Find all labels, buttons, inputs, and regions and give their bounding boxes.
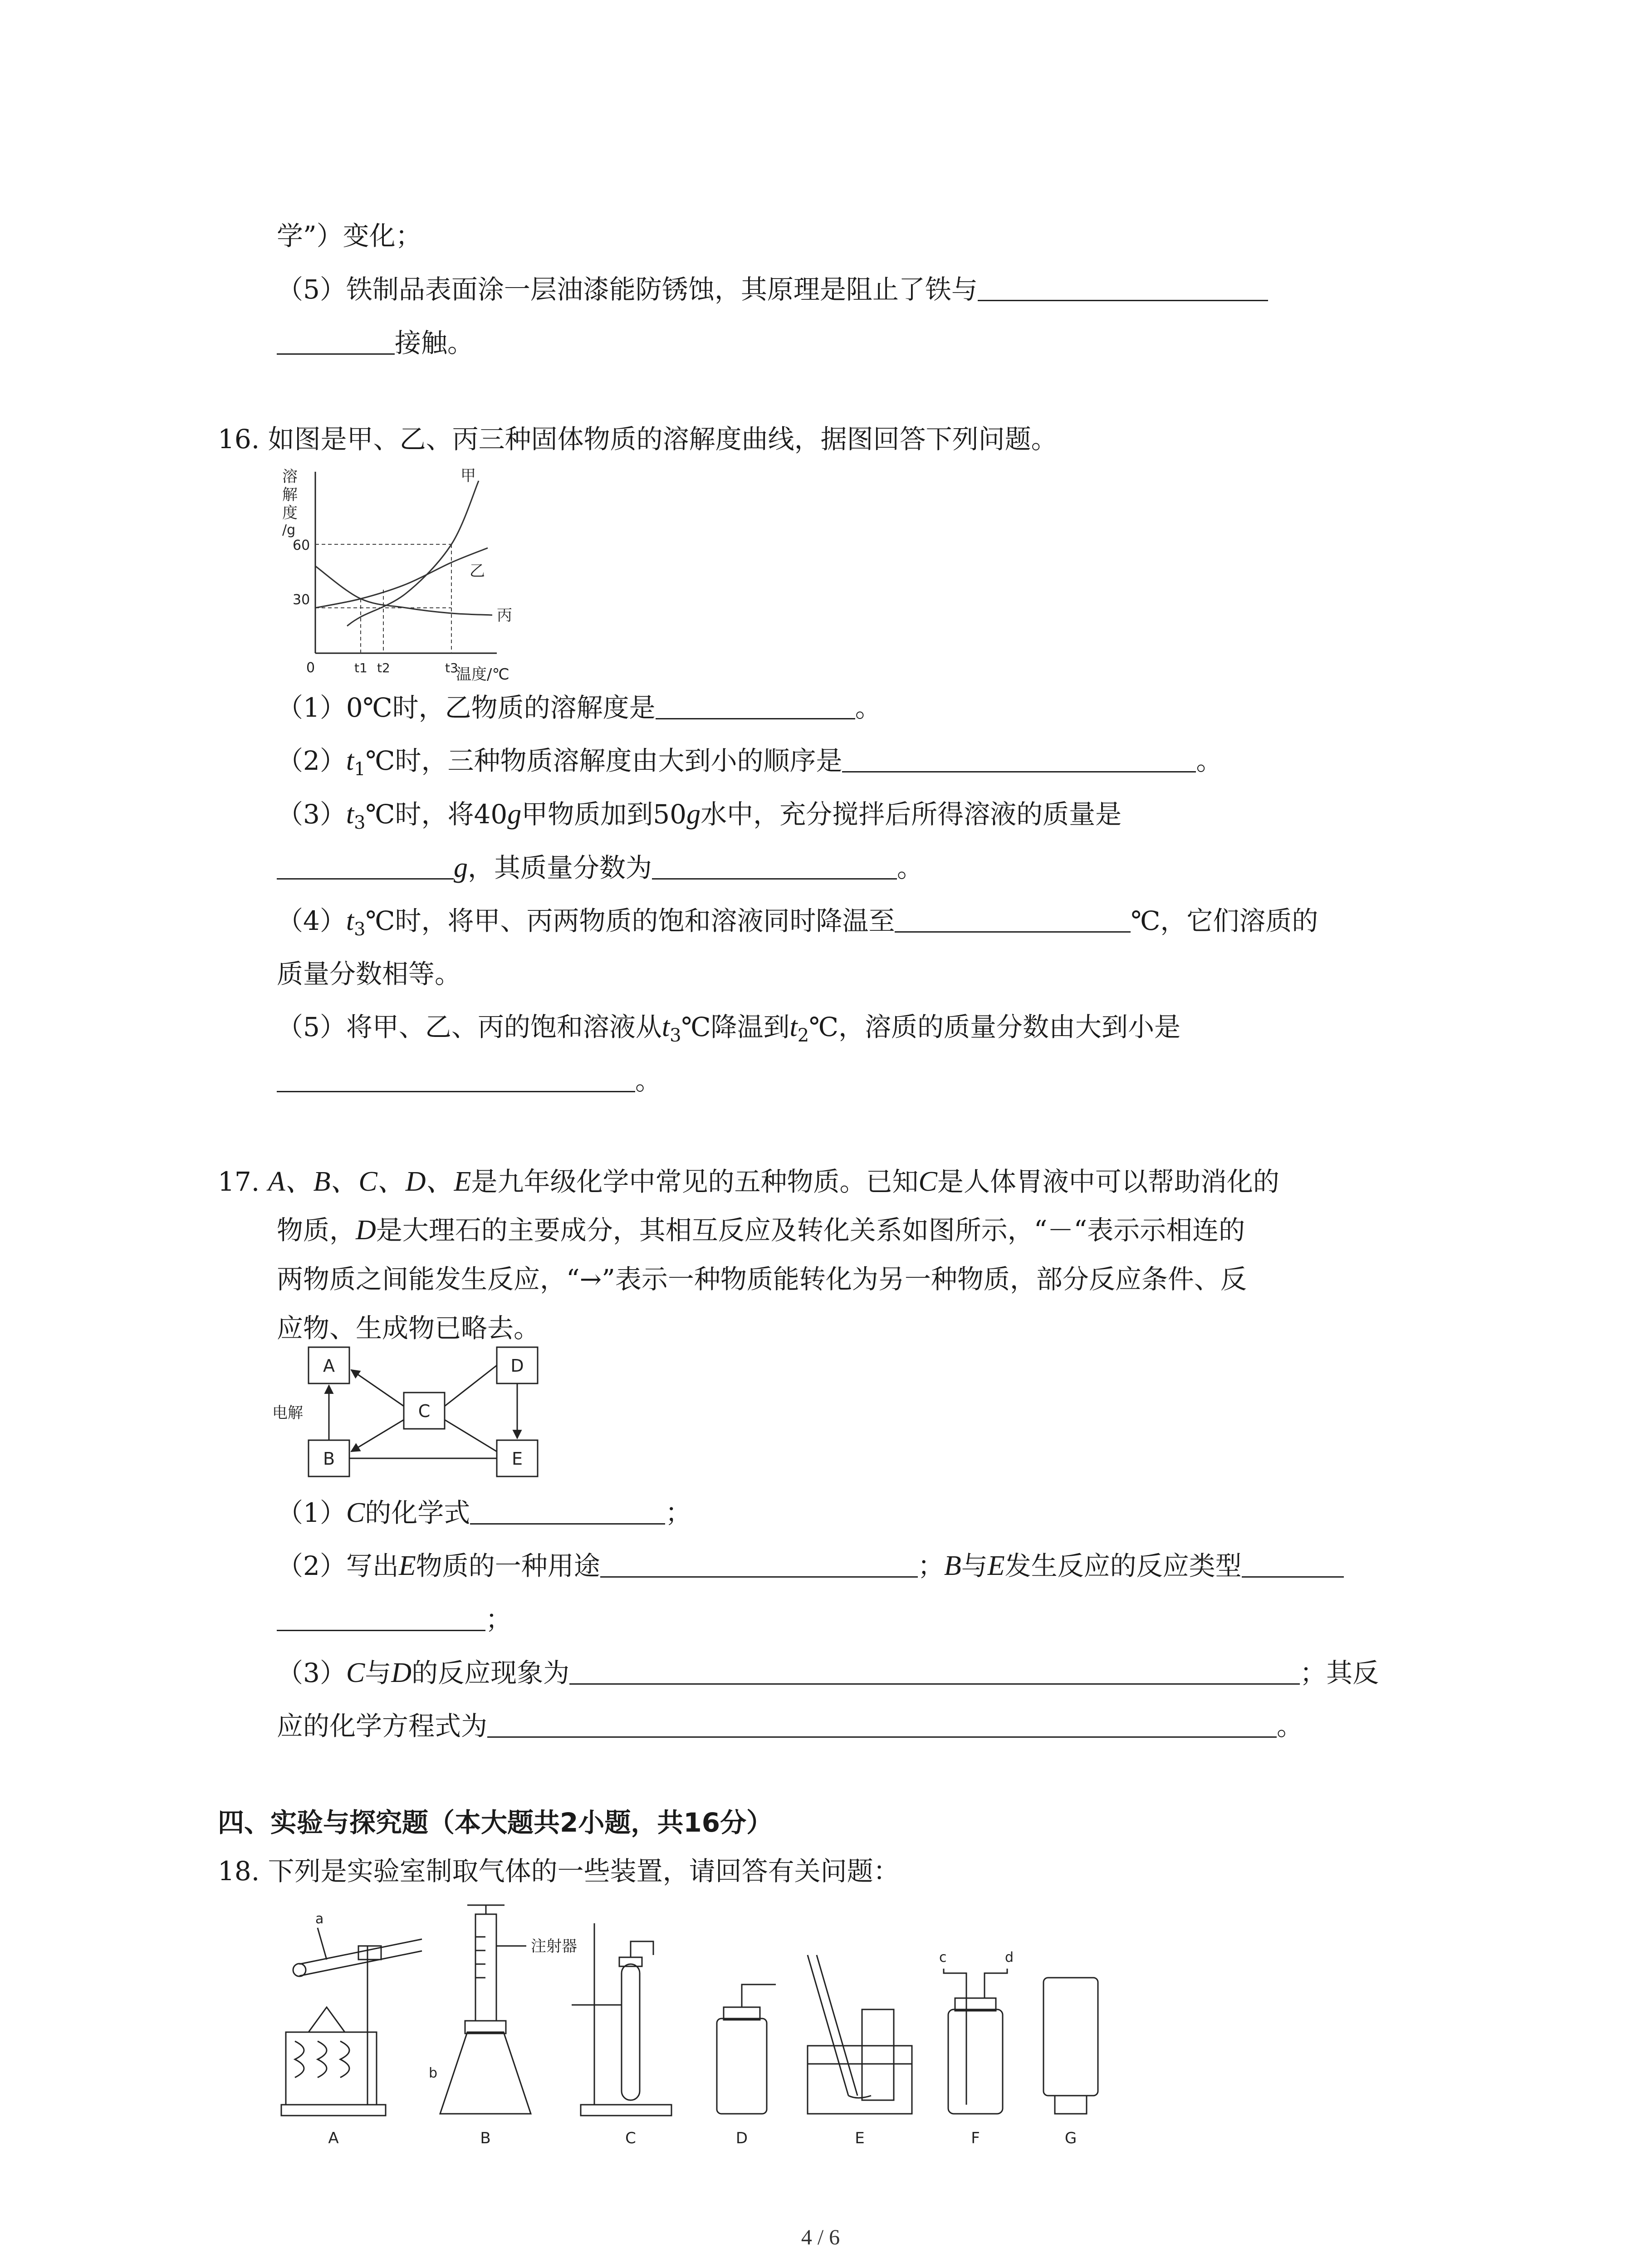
- q16-part5: （5）将甲、乙、丙的饱和溶液从$t_3℃$降温到$t_2℃$，溶质的质量分数由大到小是: [277, 1012, 1181, 1046]
- q15-continuation: 学”）变化；: [277, 220, 422, 251]
- node-b: B: [323, 1449, 335, 1469]
- q15-part5-line2: 接触。: [277, 325, 474, 361]
- q15-part5: （5）铁制品表面涂一层油漆能防锈蚀，其原理是阻止了铁与: [277, 271, 1268, 308]
- node-a: A: [323, 1356, 335, 1376]
- origin-label: 0: [306, 660, 315, 676]
- q17-part3: （3）C与D的反应现象为 ；其反: [277, 1655, 1379, 1691]
- label-apparatus-a: A: [328, 2129, 339, 2147]
- y-tick-label: 30: [293, 592, 310, 608]
- y-axis-label-4: /g: [282, 522, 296, 538]
- edge-c-e: [445, 1420, 497, 1452]
- series-label-1: 甲: [460, 467, 476, 485]
- answer-blank[interactable]: [842, 744, 1196, 772]
- q16-stem: 16. 如图是甲、乙、丙三种固体物质的溶解度曲线，据图回答下列问题。: [218, 424, 1058, 455]
- edge-c-a: [351, 1370, 404, 1406]
- q16-part4-line2: 质量分数相等。: [277, 958, 461, 989]
- edge-c-b: [351, 1420, 404, 1452]
- q17-stem-line1: 17. A、B、C、D、E是九年级化学中常见的五种物质。已知C是人体胃液中可以帮助消化的: [218, 1166, 1279, 1197]
- apparatus-f: [944, 1969, 1007, 2114]
- q17-part3-line2: 应的化学方程式为 。: [277, 1708, 1303, 1744]
- label-apparatus-d: D: [735, 2129, 748, 2147]
- node-c: C: [418, 1401, 431, 1421]
- q17-part2: （2）写出E物质的一种用途 ；B与E发生反应的反应类型: [277, 1548, 1344, 1584]
- x-tick-label: t2: [377, 660, 390, 675]
- q18-stem: 18. 下列是实验室制取气体的一些装置，请回答有关问题：: [218, 1856, 900, 1887]
- node-d: D: [510, 1356, 524, 1376]
- y-axis-label-2: 解: [282, 486, 298, 504]
- edge-d-c: [445, 1365, 497, 1406]
- answer-blank[interactable]: [470, 1496, 665, 1525]
- q16-part1: （1）0℃时，乙物质的溶解度是 。: [277, 689, 882, 726]
- label-apparatus-g: G: [1064, 2129, 1077, 2147]
- answer-blank[interactable]: [978, 273, 1268, 301]
- q16-part3: $(3)t_3℃$时，将40g甲物质加到50g水中，充分搅拌后所得溶液的质量是: [277, 799, 1122, 833]
- q17-stem-line3: 两物质之间能发生反应，“→”表示一种物质能转化为另一种物质，部分反应条件、反: [277, 1264, 1247, 1295]
- q17-part1: （1）C的化学式 ；: [277, 1495, 691, 1531]
- section-4-title: 四、实验与探究题（本大题共2小题，共16分）: [218, 1807, 773, 1838]
- answer-blank[interactable]: [600, 1549, 918, 1578]
- q17-stem-line2: 物质，D是大理石的主要成分，其相互反应及转化关系如图所示，“－“表示示相连的: [277, 1215, 1245, 1246]
- label-apparatus-e: E: [855, 2129, 865, 2147]
- y-tick-label: 60: [293, 538, 310, 553]
- answer-blank[interactable]: [1242, 1549, 1344, 1578]
- q16-part2: $(2)t_1℃$时，三种物质溶解度由大到小的顺序是 。: [277, 743, 1223, 787]
- relation-diagram: [272, 1343, 554, 1497]
- x-tick-label: t1: [354, 660, 367, 675]
- apparatus-d: [717, 1984, 776, 2114]
- answer-blank[interactable]: [277, 1603, 485, 1631]
- q16-part4: $(4)t_3℃$时，将甲、丙两物质的饱和溶液同时降温至 ℃，它们溶质的: [277, 903, 1318, 948]
- label-apparatus-f: F: [971, 2129, 980, 2147]
- apparatus-e: [808, 1955, 912, 2114]
- edge-label-electrolysis: 电解: [272, 1404, 303, 1422]
- apparatus-b: [440, 1905, 531, 2114]
- q16-part5-line2: 。: [277, 1062, 661, 1099]
- answer-blank[interactable]: [895, 904, 1131, 933]
- label-apparatus-c: C: [625, 2129, 636, 2147]
- node-e: E: [511, 1449, 523, 1469]
- label-c-small: c: [939, 1950, 947, 1965]
- label-apparatus-b: B: [480, 2129, 491, 2147]
- series-line-1: [347, 481, 479, 626]
- answer-blank[interactable]: [656, 691, 855, 719]
- answer-blank[interactable]: [652, 851, 897, 880]
- label-a-small: a: [315, 1911, 324, 1927]
- page-number: 4 / 6: [801, 2225, 840, 2249]
- apparatus-a: [281, 1928, 422, 2116]
- label-syringe: 注射器: [531, 1937, 577, 1955]
- solubility-chart: [272, 463, 526, 684]
- q17-stem-line4: 应物、生成物已略去。: [277, 1313, 540, 1344]
- y-axis-label-3: 度: [282, 504, 298, 522]
- x-tick-label: t3: [445, 660, 458, 675]
- q16-part3-line2: g，其质量分数为 。: [277, 850, 923, 886]
- answer-blank[interactable]: [277, 1064, 635, 1092]
- y-axis-label-1: 溶: [282, 468, 298, 486]
- lab-apparatus-figure: [272, 1896, 1134, 2150]
- series-label-3: 丙: [497, 606, 512, 625]
- answer-blank[interactable]: [569, 1656, 1300, 1685]
- answer-blank[interactable]: [277, 326, 395, 355]
- label-b-small: b: [429, 2065, 438, 2081]
- answer-blank[interactable]: [487, 1709, 1277, 1738]
- label-d-small: d: [1005, 1950, 1014, 1965]
- apparatus-g: [1043, 1978, 1098, 2114]
- answer-blank[interactable]: [277, 851, 454, 880]
- q17-part2-line2: ；: [277, 1601, 512, 1637]
- x-axis-label: 温度/℃: [456, 665, 509, 684]
- series-line-2: [315, 548, 488, 608]
- apparatus-c: [572, 1923, 671, 2116]
- series-label-2: 乙: [470, 562, 485, 580]
